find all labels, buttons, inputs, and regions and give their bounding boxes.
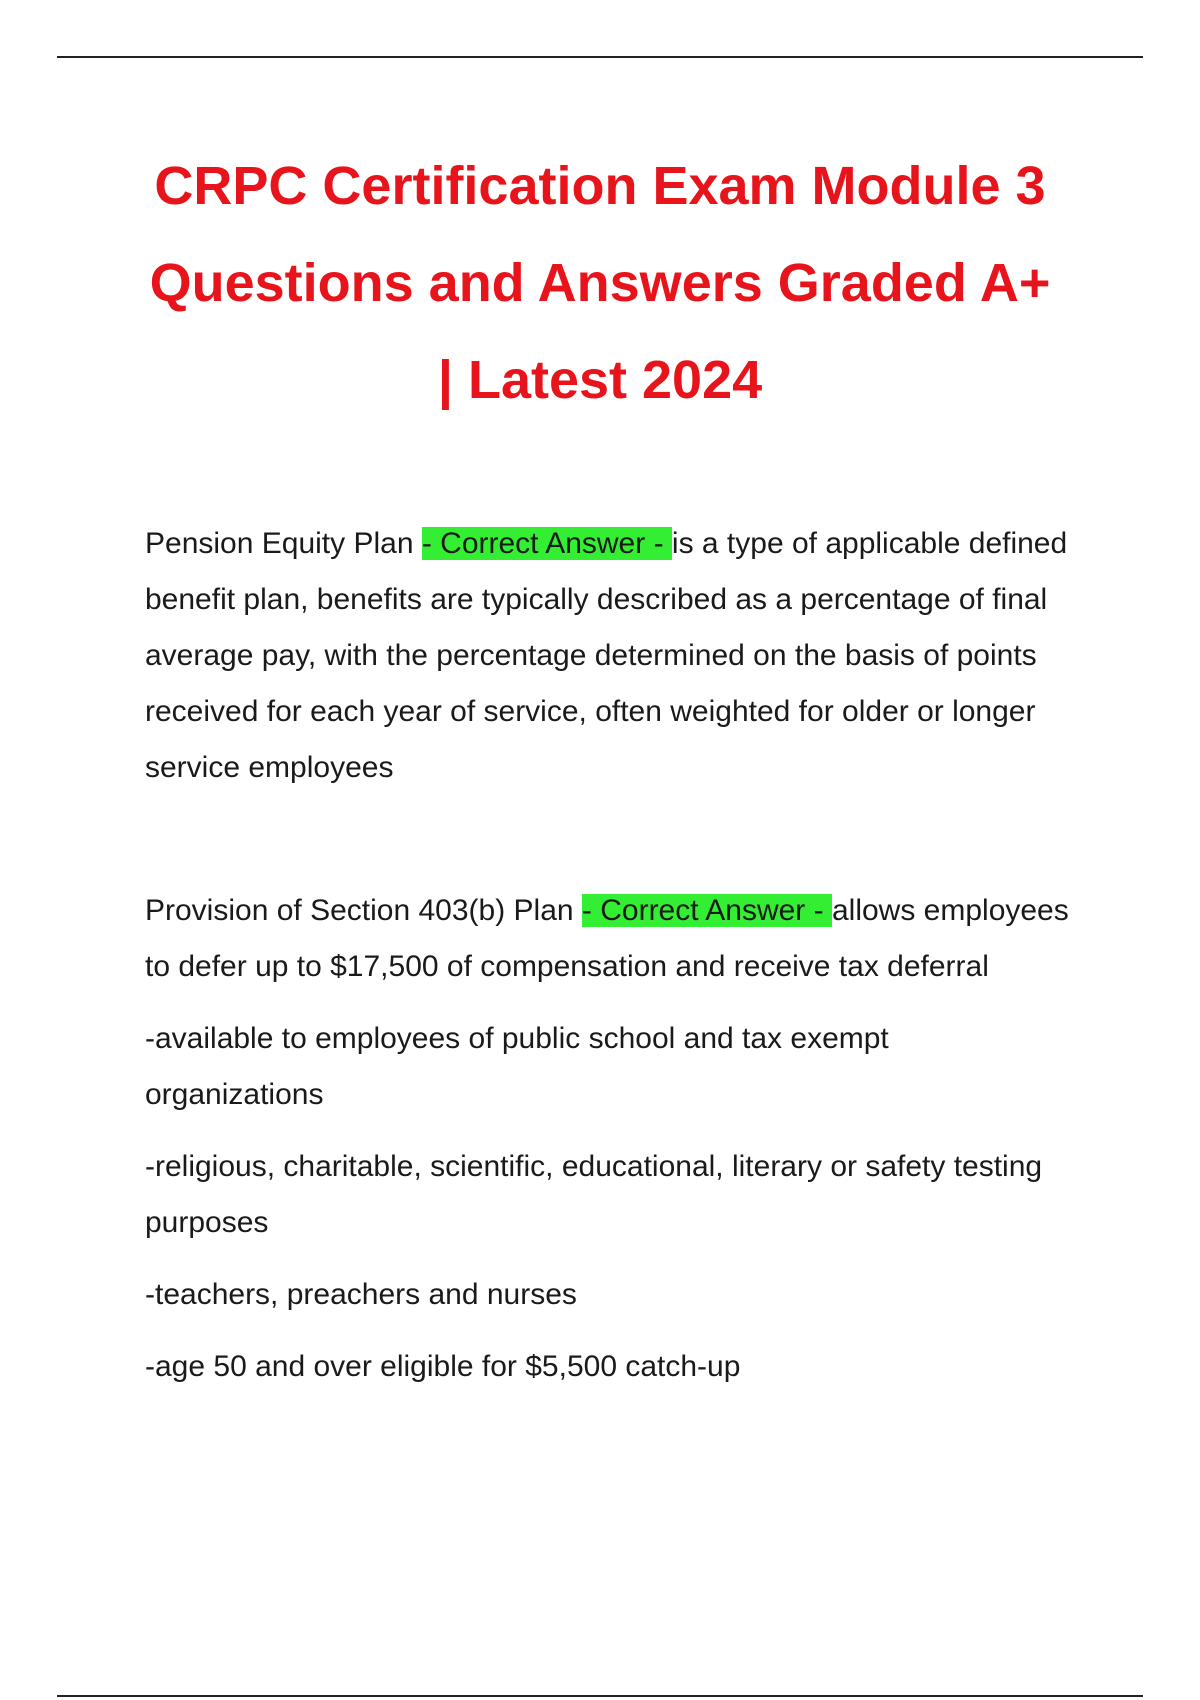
title-line-1: CRPC Certification Exam Module 3: [154, 156, 1046, 216]
qa-point: -available to employees of public school and tax exempt organizations: [145, 1022, 889, 1111]
qa-answer: is a type of applicable defined benefit plan, benefits are typically described as a percentage of final average pay, with the percentage determined on the basis of points received for each year of service, often weighted for older or longer service employees: [145, 527, 1068, 784]
qa-point: -teachers, preachers and nurses: [145, 1278, 577, 1311]
footer-rule: [57, 1695, 1143, 1697]
qa-item-pension-equity-plan: [145, 516, 1075, 796]
title-line-2: Questions and Answers Graded A+: [149, 253, 1051, 313]
qa-item-section-403b-plan: [145, 883, 1075, 1395]
title-line-3: | Latest 2024: [437, 350, 763, 410]
qa-term: Provision of Section 403(b) Plan: [145, 894, 582, 927]
qa-term: Pension Equity Plan: [145, 527, 422, 560]
qa-paragraph: [145, 516, 1075, 796]
correct-answer-marker: - Correct Answer -: [421, 527, 672, 560]
document-title: [100, 138, 1100, 429]
qa-answer: allows employees to defer up to $17,500 of compensation and receive tax deferral: [145, 894, 1069, 983]
qa-point: -age 50 and over eligible for $5,500 catch-up: [145, 1350, 741, 1383]
header-rule: [57, 56, 1143, 58]
qa-point: -religious, charitable, scientific, educational, literary or safety testing purposes: [145, 1150, 1043, 1239]
qa-paragraph: [145, 883, 1075, 995]
correct-answer-marker: - Correct Answer -: [581, 894, 832, 927]
